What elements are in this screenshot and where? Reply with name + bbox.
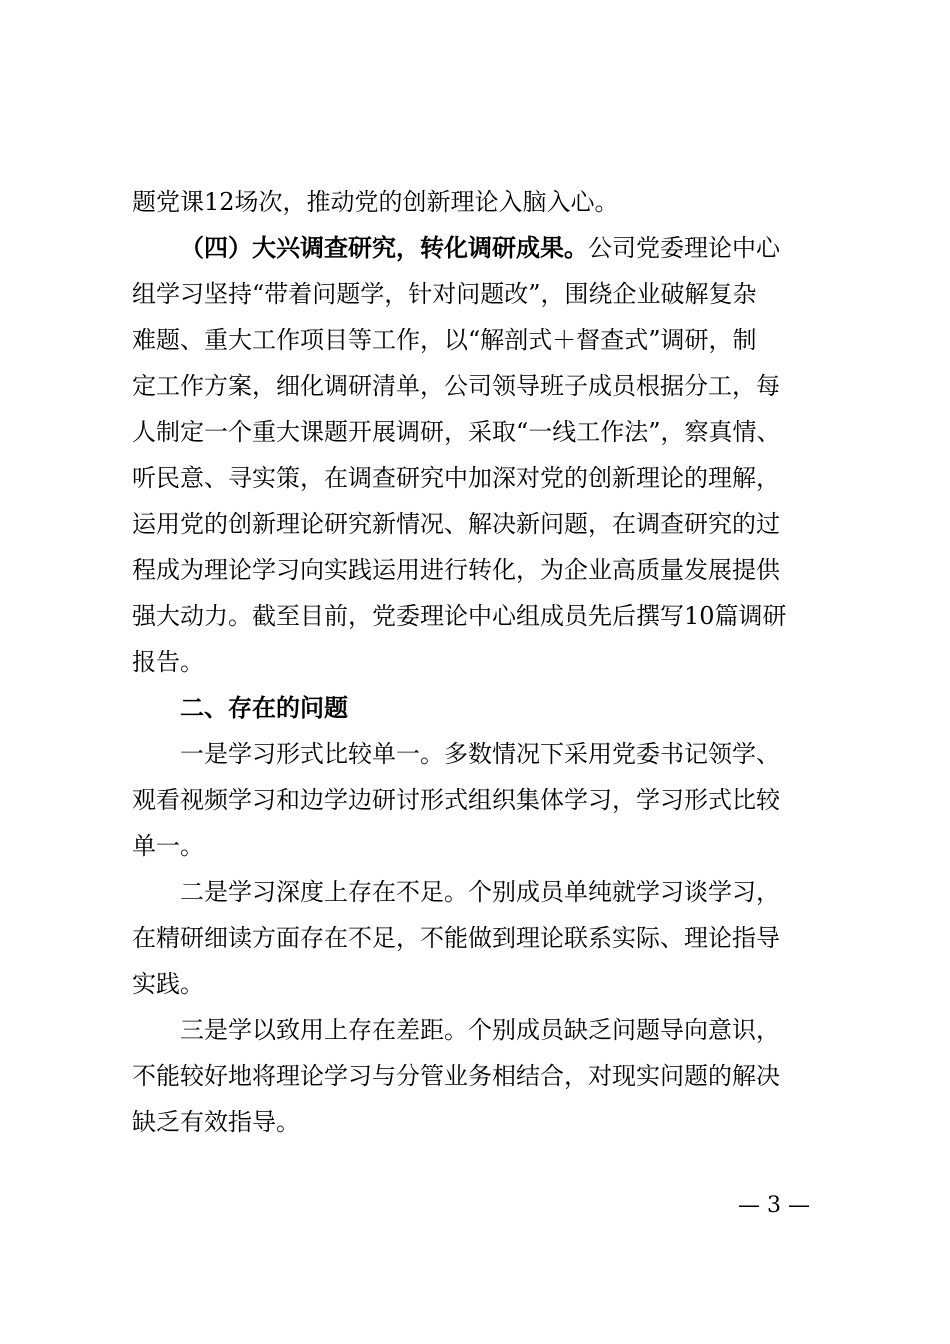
section4-line-9: 报告。: [132, 648, 204, 676]
problem3-line-0: 三是学以致用上存在差距。个别成员缺乏问题导向意识，: [180, 1016, 780, 1044]
section4-line-2: 难题、重大工作项目等工作，以“解剖式＋督查式”调研，制: [132, 326, 757, 354]
problem2-line-2: 实践。: [132, 970, 204, 998]
problem1-line-0: 一是学习形式比较单一。多数情况下采用党委书记领学、: [180, 740, 780, 768]
problem1-line-1: 观看视频学习和边学边研讨形式组织集体学习，学习形式比较: [132, 786, 780, 814]
problem3-line-1: 不能较好地将理论学习与分管业务相结合，对现实问题的解决: [132, 1062, 780, 1090]
section4-line-6: 运用党的创新理论研究新情况、解决新问题，在调查研究的过: [132, 510, 780, 538]
section4-line-1: 组学习坚持“带着问题学，针对问题改”，围绕企业破解复杂: [132, 280, 757, 308]
problem2-line-0: 二是学习深度上存在不足。个别成员单纯就学习谈学习，: [180, 878, 780, 906]
page-number: — 3 —: [738, 1193, 810, 1218]
section4-line-0: 公司党委理论中心: [588, 234, 780, 262]
section4-line-8: 强大动力。截至目前，党委理论中心组成员先后撰写10篇调研: [132, 602, 787, 630]
section4-line-4: 人制定一个重大课题开展调研，采取“一线工作法”，察真情、: [132, 418, 781, 446]
section4-line-7: 程成为理论学习向实践运用进行转化，为企业高质量发展提供: [132, 556, 780, 584]
section4-line-5: 听民意、寻实策，在调查研究中加深对党的创新理论的理解，: [132, 464, 780, 492]
section4-heading: （四）大兴调查研究，转化调研成果。: [180, 233, 588, 262]
problem3-line-2: 缺乏有效指导。: [132, 1108, 300, 1136]
problem2-line-1: 在精研细读方面存在不足，不能做到理论联系实际、理论指导: [132, 924, 780, 952]
intro-tail-line: 题党课12场次，推动党的创新理论入脑入心。: [132, 188, 619, 216]
section4-line-3: 定工作方案，细化调研清单，公司领导班子成员根据分工，每: [132, 372, 780, 400]
problem1-line-2: 单一。: [132, 832, 204, 860]
section4-first-line: [180, 233, 780, 263]
problems-heading: 二、存在的问题: [180, 693, 348, 722]
